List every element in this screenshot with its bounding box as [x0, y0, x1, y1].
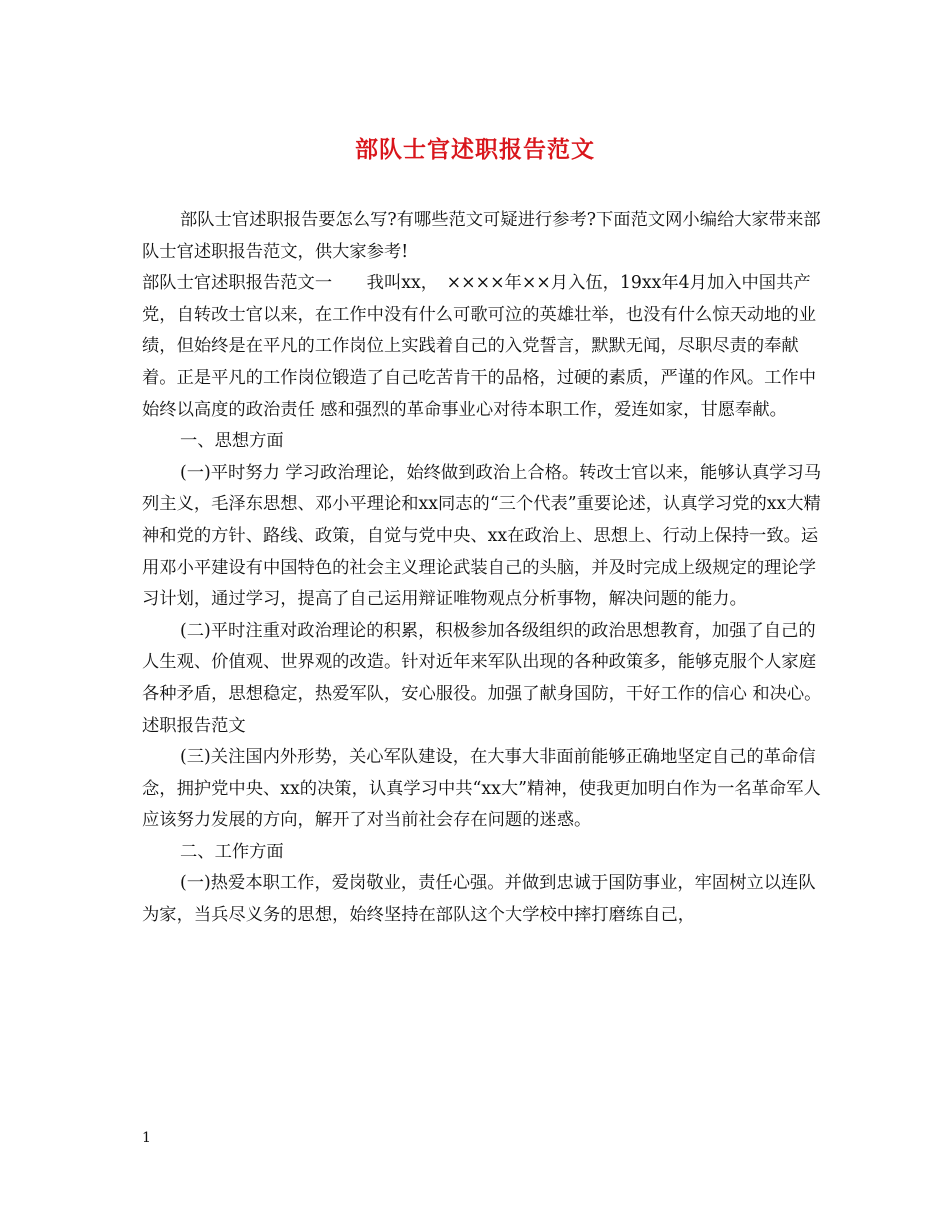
document-body	[142, 205, 822, 932]
page-title: 部队士官述职报告范文	[355, 136, 595, 163]
body-paragraph: (一)热爱本职工作，爱岗敬业，责任心强。并做到忠诚于国防事业，牢固树立以连队为家，当兵尽义务的思想，始终坚持在部队这个大学校中摔打磨练自己，	[142, 873, 816, 926]
section-heading: 二、工作方面	[180, 841, 284, 862]
body-paragraph: (一)平时努力 学习政治理论，始终做到政治上合格。转改士官以来，能够认真学习马列主义，毛泽东思想、邓小平理论和xx同志的“三个代表”重要论述，认真学习党的xx大精神和党的方针、路线、政策，自觉与党中央、xx在政治上、思想上、行动上保持一致。运用邓小平建设有中国特色的社会主义理论武装自己的头脑，并及时完成上级规定的理论学习计划，通过学习，提高了自己运用辩证唯物观点分析事物，解决问题的能力。	[142, 462, 822, 610]
intro-paragraph: 部队士官述职报告要怎么写?有哪些范文可疑进行参考?下面范文网小编给大家带来部队士官述职报告范文，供大家参考!	[142, 210, 821, 262]
page-number: 1	[142, 1130, 151, 1146]
section-heading: 一、思想方面	[180, 431, 284, 452]
body-paragraph: (三)关注国内外形势，关心军队建设，在大事大非面前能够正确地坚定自己的革命信念，拥护党中央、xx的决策，认真学习中共“xx大”精神，使我更加明白作为一名革命军人应该努力发展的方向，解开了对当前社会存在问题的迷惑。	[142, 747, 821, 831]
body-paragraph: 部队士官述职报告范文一 我叫xx， ××××年××月入伍，19xx年4月加入中国共产党，自转改士官以来，在工作中没有什么可歌可泣的英雄壮举，也没有什么惊天动地的业绩，但始终是在平凡的工作岗位上实践着自己的入党誓言，默默无闻，尽职尽责的奉献着。正是平凡的工作岗位锻造了自己吃苦肯干的品格，过硬的素质，严谨的作风。工作中始终以高度的政治责任 感和强烈的革命事业心对待本职工作，爱连如家，甘愿奉献。	[142, 273, 816, 420]
body-paragraph: (二)平时注重对政治理论的积累，积极参加各级组织的政治思想教育，加强了自己的人生观、价值观、世界观的改造。针对近年来军队出现的各种政策多，能够克服个人家庭各种矛盾，思想稳定，热爱军队，安心服役。加强了献身国防，干好工作的信心 和决心。述职报告范文	[142, 620, 822, 736]
